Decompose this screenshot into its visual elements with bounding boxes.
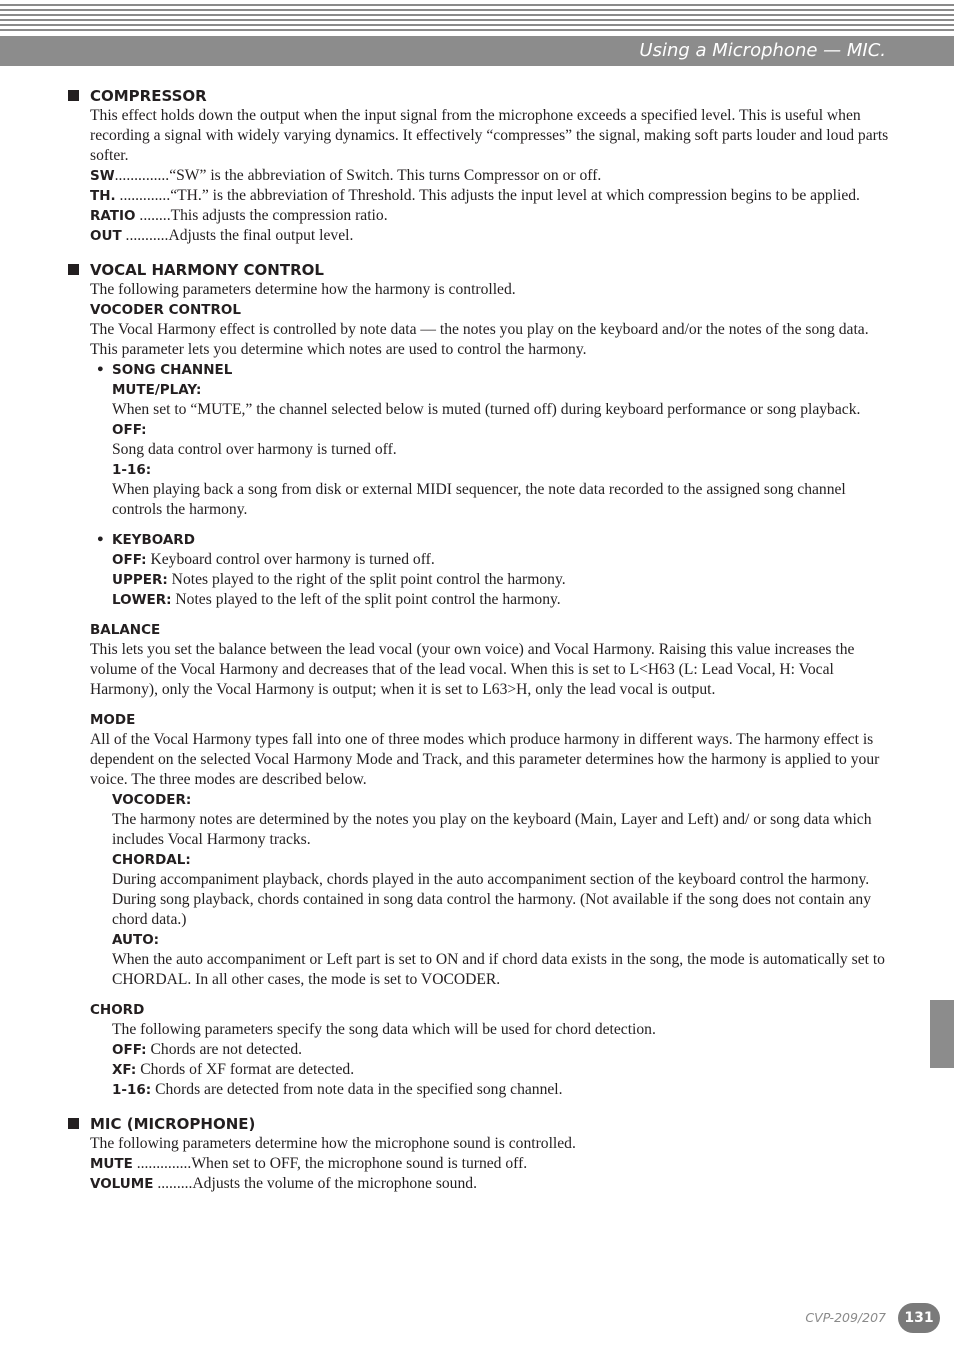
header-rule [0, 4, 954, 6]
param-row: OUT ........... Adjusts the final output level. [90, 227, 354, 244]
param-row: RATIO ........ This adjusts the compression ratio. [90, 207, 388, 224]
header-rule [0, 19, 954, 21]
song-channel-title: • SONG CHANNEL [96, 362, 233, 378]
page-header [0, 0, 954, 66]
chord-intro: The following parameters specify the song data which will be used for chord detection. [112, 1021, 656, 1038]
bullet-icon: • [96, 362, 105, 378]
model-name: CVP-209/207 [805, 1310, 886, 1325]
param-row: TH. ............. “TH.” is the abbreviation of Threshold. This adjusts the input level at which compression begins to be applied. [90, 187, 860, 204]
section-heading-compressor: COMPRESSOR [90, 86, 890, 106]
chord-block [90, 1020, 890, 1100]
item-text: Song data control over harmony is turned off. [112, 441, 397, 458]
header-rule [0, 14, 954, 16]
mode-label: CHORDAL: [112, 852, 191, 868]
bullet-icon: • [96, 532, 105, 548]
item-text: When set to “MUTE,” the channel selected below is muted (turned off) during keyboard performance or song playback. [112, 401, 861, 418]
chapter-tab [930, 1000, 954, 1068]
compressor-intro: This effect holds down the output when the input signal from the microphone exceeds a specified level. This is useful when recording a signal with widely varying dynamics. It effectively “compresses” the signal, making soft parts louder and loud parts softer. [90, 107, 889, 164]
chord-item: XF: Chords of XF format are detected. [112, 1061, 355, 1078]
item-label: MUTE/PLAY: [112, 382, 202, 398]
item-label: OFF: [112, 422, 147, 438]
chord-item: 1-16: Chords are detected from note data in the specified song channel. [112, 1081, 563, 1098]
section-heading-mic: MIC (MICROPHONE) [90, 1114, 890, 1134]
chord-item: OFF: Chords are not detected. [112, 1041, 303, 1058]
header-rule [0, 24, 954, 26]
mode-desc: During accompaniment playback, chords played in the auto accompaniment section of the keyboard control the harmony. During song playback, chords contained in song data control the harmony. (Not available if the song does not contain any chord data.) [112, 871, 871, 928]
square-bullet-icon [68, 90, 79, 101]
mic-intro: The following parameters determine how the microphone sound is controlled. [90, 1135, 576, 1152]
item-label: 1-16: [112, 462, 152, 478]
keyboard-item: UPPER: Notes played to the right of the split point control the harmony. [112, 571, 566, 588]
balance-text: This lets you set the balance between the lead vocal (your own voice) and Vocal Harmony. Raising this value increases the volume of the Vocal Harmony and decreases that of the lead vocal. When this is set to L<H63 (L: Lead Vocal, H: Vocal Harmony), only the Vocal Harmony is output; when it is set to L63>H, only the lead vocal is output. [90, 641, 855, 698]
vocoder-control-text: The Vocal Harmony effect is controlled by note data — the notes you play on the keyboard and/or the notes of the song data. This parameter lets you determine which notes are used to control the harmony. [90, 321, 869, 358]
param-row: VOLUME ......... Adjusts the volume of the microphone sound. [90, 1175, 477, 1192]
keyboard-item: LOWER: Notes played to the left of the split point control the harmony. [112, 591, 561, 608]
square-bullet-icon [68, 264, 79, 275]
subheading-chord: CHORD [90, 1002, 145, 1018]
mode-label: AUTO: [112, 932, 160, 948]
mode-desc: The harmony notes are determined by the notes you play on the keyboard (Main, Layer and Left) and/ or song data which includes Vocal Harmony tracks. [112, 811, 872, 848]
keyboard-block [90, 530, 890, 610]
mode-desc: When the auto accompaniment or Left part is set to ON and if chord data exists in the song, the mode is automatically set to CHORDAL. In all other cases, the mode is set to VOCODER. [112, 951, 885, 988]
subheading-vocoder-control: VOCODER CONTROL [90, 302, 241, 318]
page-content [90, 86, 890, 1194]
mode-label: VOCODER: [112, 792, 192, 808]
header-rule [0, 9, 954, 11]
subheading-balance: BALANCE [90, 622, 161, 638]
header-title: Using a Microphone — MIC. [639, 40, 886, 61]
param-row: MUTE .............. When set to OFF, the microphone sound is turned off. [90, 1155, 528, 1172]
modes-block [90, 790, 890, 990]
mode-text: All of the Vocal Harmony types fall into one of three modes which produce harmony in different ways. The harmony effect is dependent on the selected Vocal Harmony Mode and Track, and this parameter determines how the harmony is applied to your voice. The three modes are described below. [90, 731, 880, 788]
subheading-mode: MODE [90, 712, 136, 728]
song-channel-block [90, 360, 890, 520]
section-heading-vocal-harmony: VOCAL HARMONY CONTROL [90, 260, 890, 280]
square-bullet-icon [68, 1118, 79, 1129]
header-rule [0, 29, 954, 31]
param-row: SW.............. “SW” is the abbreviation of Switch. This turns Compressor on or off. [90, 167, 602, 184]
keyboard-item: OFF: Keyboard control over harmony is turned off. [112, 551, 435, 568]
item-text: When playing back a song from disk or external MIDI sequencer, the note data recorded to the assigned song channel controls the harmony. [112, 481, 846, 518]
vh-intro: The following parameters determine how the harmony is controlled. [90, 281, 516, 298]
page-number: 131 [898, 1303, 940, 1333]
keyboard-title: • KEYBOARD [96, 532, 195, 548]
